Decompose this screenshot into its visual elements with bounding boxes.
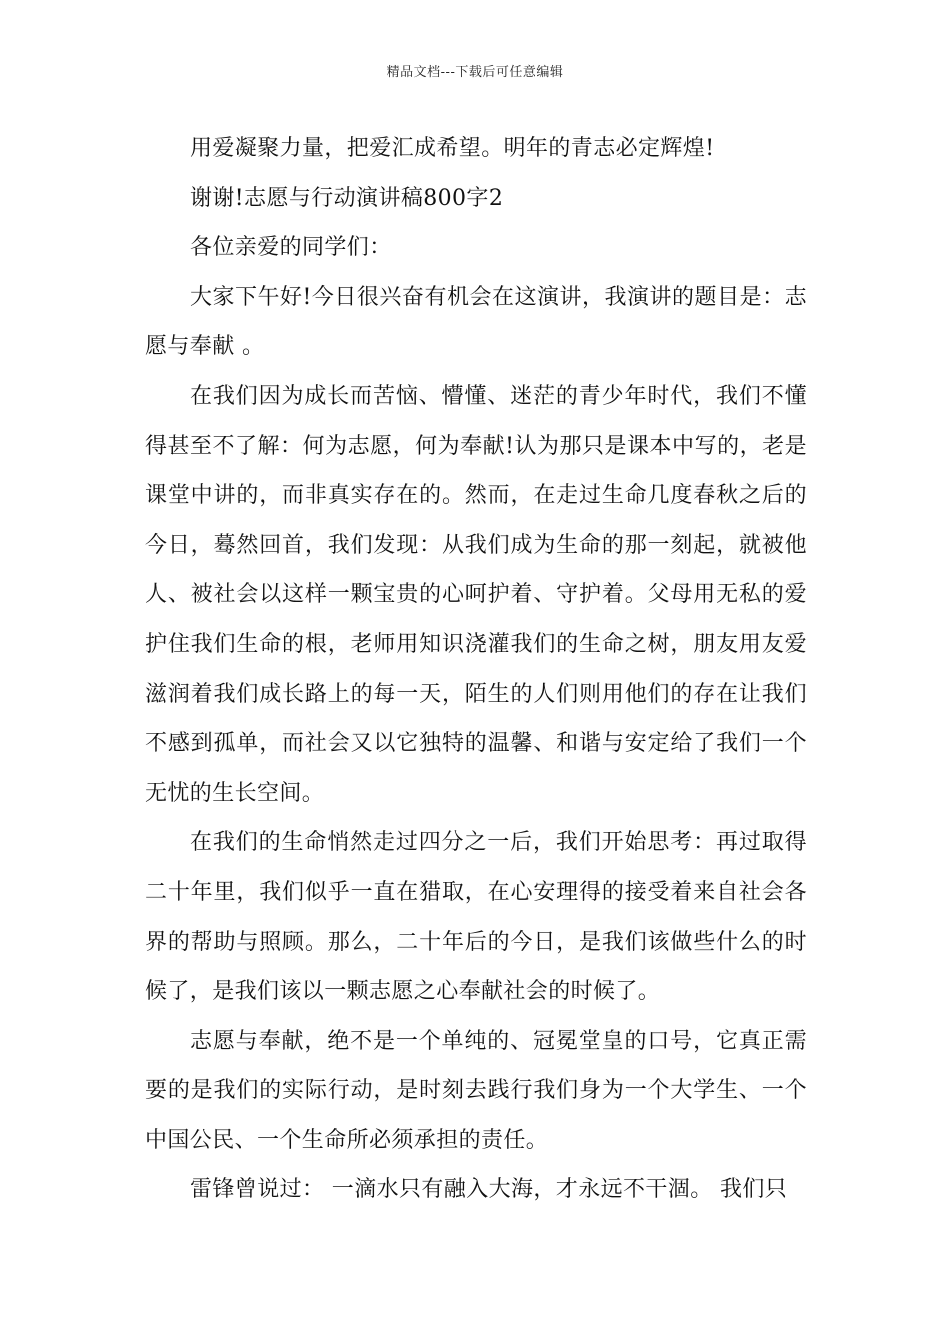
paragraph-body: 雷锋曾说过： 一滴水只有融入大海，才永远不干涸。 我们只 — [190, 1177, 788, 1203]
paragraph-closing: 用爱凝聚力量，把爱汇成希望。明年的青志必定辉煌! — [190, 136, 715, 161]
paragraph-body: 志愿与奉献，绝不是一个单纯的、冠冕堂皇的口号，它真正需要的是我们的实际行动，是时刻去践行我们身为一个大学生、一个中国公民、一个生命所必须承担的责任。 — [145, 1028, 807, 1153]
paragraph-body: 在我们因为成长而苦恼、懵懂、迷茫的青少年时代，我们不懂得甚至不了解：何为志愿，何为奉献!认为那只是课本中写的，老是课堂中讲的，而非真实存在的。然而，在走过生命几度春秋之后的今日，蓦然回首，我们发现：从我们成为生命的那一刻起，就被他人、被社会以这样一颗宝贵的心呵护着、守护着。父母用无私的爱护住我们生命的根，老师用知识浇灌我们的生命之树，朋友用友爱滋润着我们成长路上的每一天，陌生的人们则用他们的存在让我们不感到孤单，而社会又以它独特的温馨、和谐与安定给了我们一个无忧的生长空间。 — [145, 383, 807, 806]
paragraph-salutation: 各位亲爱的同学们： — [190, 235, 392, 261]
paragraph-greeting: 大家下午好!今日很兴奋有机会在这演讲，我演讲的题目是：志愿与奉献 。 — [145, 284, 807, 360]
page-header: 精品文档---下载后可任意编辑 — [386, 65, 564, 80]
document-body — [145, 124, 807, 1215]
paragraph-title: 谢谢!志愿与行动演讲稿800字2 — [190, 185, 504, 211]
paragraph-body: 在我们的生命悄然走过四分之一后，我们开始思考：再过取得二十年里，我们似乎一直在猎取，在心安理得的接受着来自社会各界的帮助与照顾。那么，二十年后的今日，是我们该做些什么的时候了，是我们该以一颗志愿之心奉献社会的时候了。 — [145, 830, 807, 1005]
